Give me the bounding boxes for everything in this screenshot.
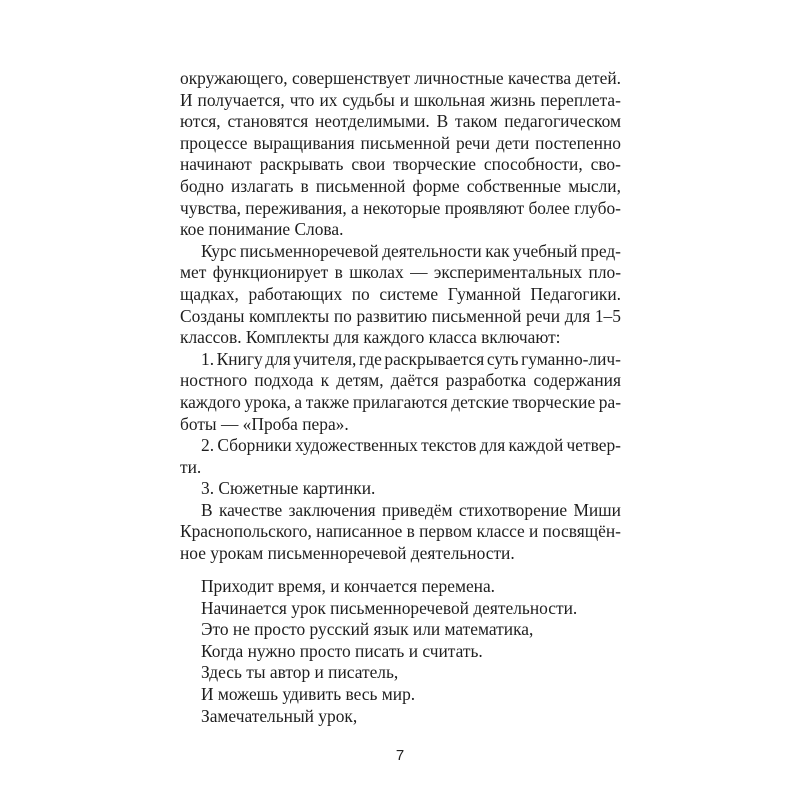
text-line: Курс письменноречевой деятельности как учебный пред- (201, 240, 621, 261)
text-line: бодно излагать в письменной форме собственные мысли, (180, 175, 621, 196)
poem-line: Когда нужно просто писать и считать. (201, 640, 483, 661)
text-line: 3. Сюжетные картинки. (201, 478, 376, 499)
text-line: Краснопольского, написанное в первом классе и посвящён- (180, 521, 621, 542)
text-line: процессе выращивания письменной речи дети постепенно (180, 132, 621, 153)
text-line: 1. Книгу для учителя, где раскрывается суть гуманно-лич- (201, 348, 621, 369)
poem-line: Приходит время, и кончается перемена. (201, 576, 496, 596)
text-line: 2. Сборники художественных текстов для каждой четвер- (201, 435, 621, 456)
text-line: мет функционирует в школах — экспериментальных пло- (180, 262, 621, 283)
text-line: щадках, работающих по системе Гуманной Педагогики. (180, 283, 621, 304)
text-line: ются, становятся неотделимыми. В таком педагогическом (180, 111, 621, 132)
text-line: И получается, что их судьбы и школьная жизнь переплета- (180, 89, 621, 110)
poem-line: И можешь удивить весь мир. (201, 683, 416, 704)
text-line: окружающего, совершенствует личностные качества детей. (180, 68, 621, 88)
text-line: боты — «Проба пера». (180, 413, 349, 434)
poem (201, 576, 577, 727)
page-number: 7 (395, 747, 405, 764)
text-line: ное урокам письменноречевой деятельности. (180, 543, 515, 564)
poem-line: Здесь ты автор и писатель, (201, 662, 399, 683)
poem-line: Замечательный урок, (201, 705, 358, 726)
text-line: начинают раскрывать свои творческие способности, сво- (180, 154, 621, 175)
text-line: ти. (180, 456, 202, 477)
text-line: ностного подхода к детям, даётся разработка содержания (180, 370, 621, 391)
text-line: В качестве заключения приведём стихотворение Миши (201, 499, 621, 520)
text-line: классов. Комплекты для каждого класса включают: (180, 327, 561, 348)
text-line: чувства, переживания, а некоторые проявляют более глубо- (180, 197, 621, 218)
text-line: кое понимание Слова. (180, 219, 344, 240)
poem-line: Начинается урок письменноречевой деятельности. (201, 597, 578, 618)
poem-line: Это не просто русский язык или математика, (201, 619, 534, 640)
body-text (180, 68, 621, 565)
text-line: Созданы комплекты по развитию письменной речи для 1–5 (180, 305, 621, 326)
text-line: каждого урока, а также прилагаются детские творческие ра- (180, 391, 621, 412)
